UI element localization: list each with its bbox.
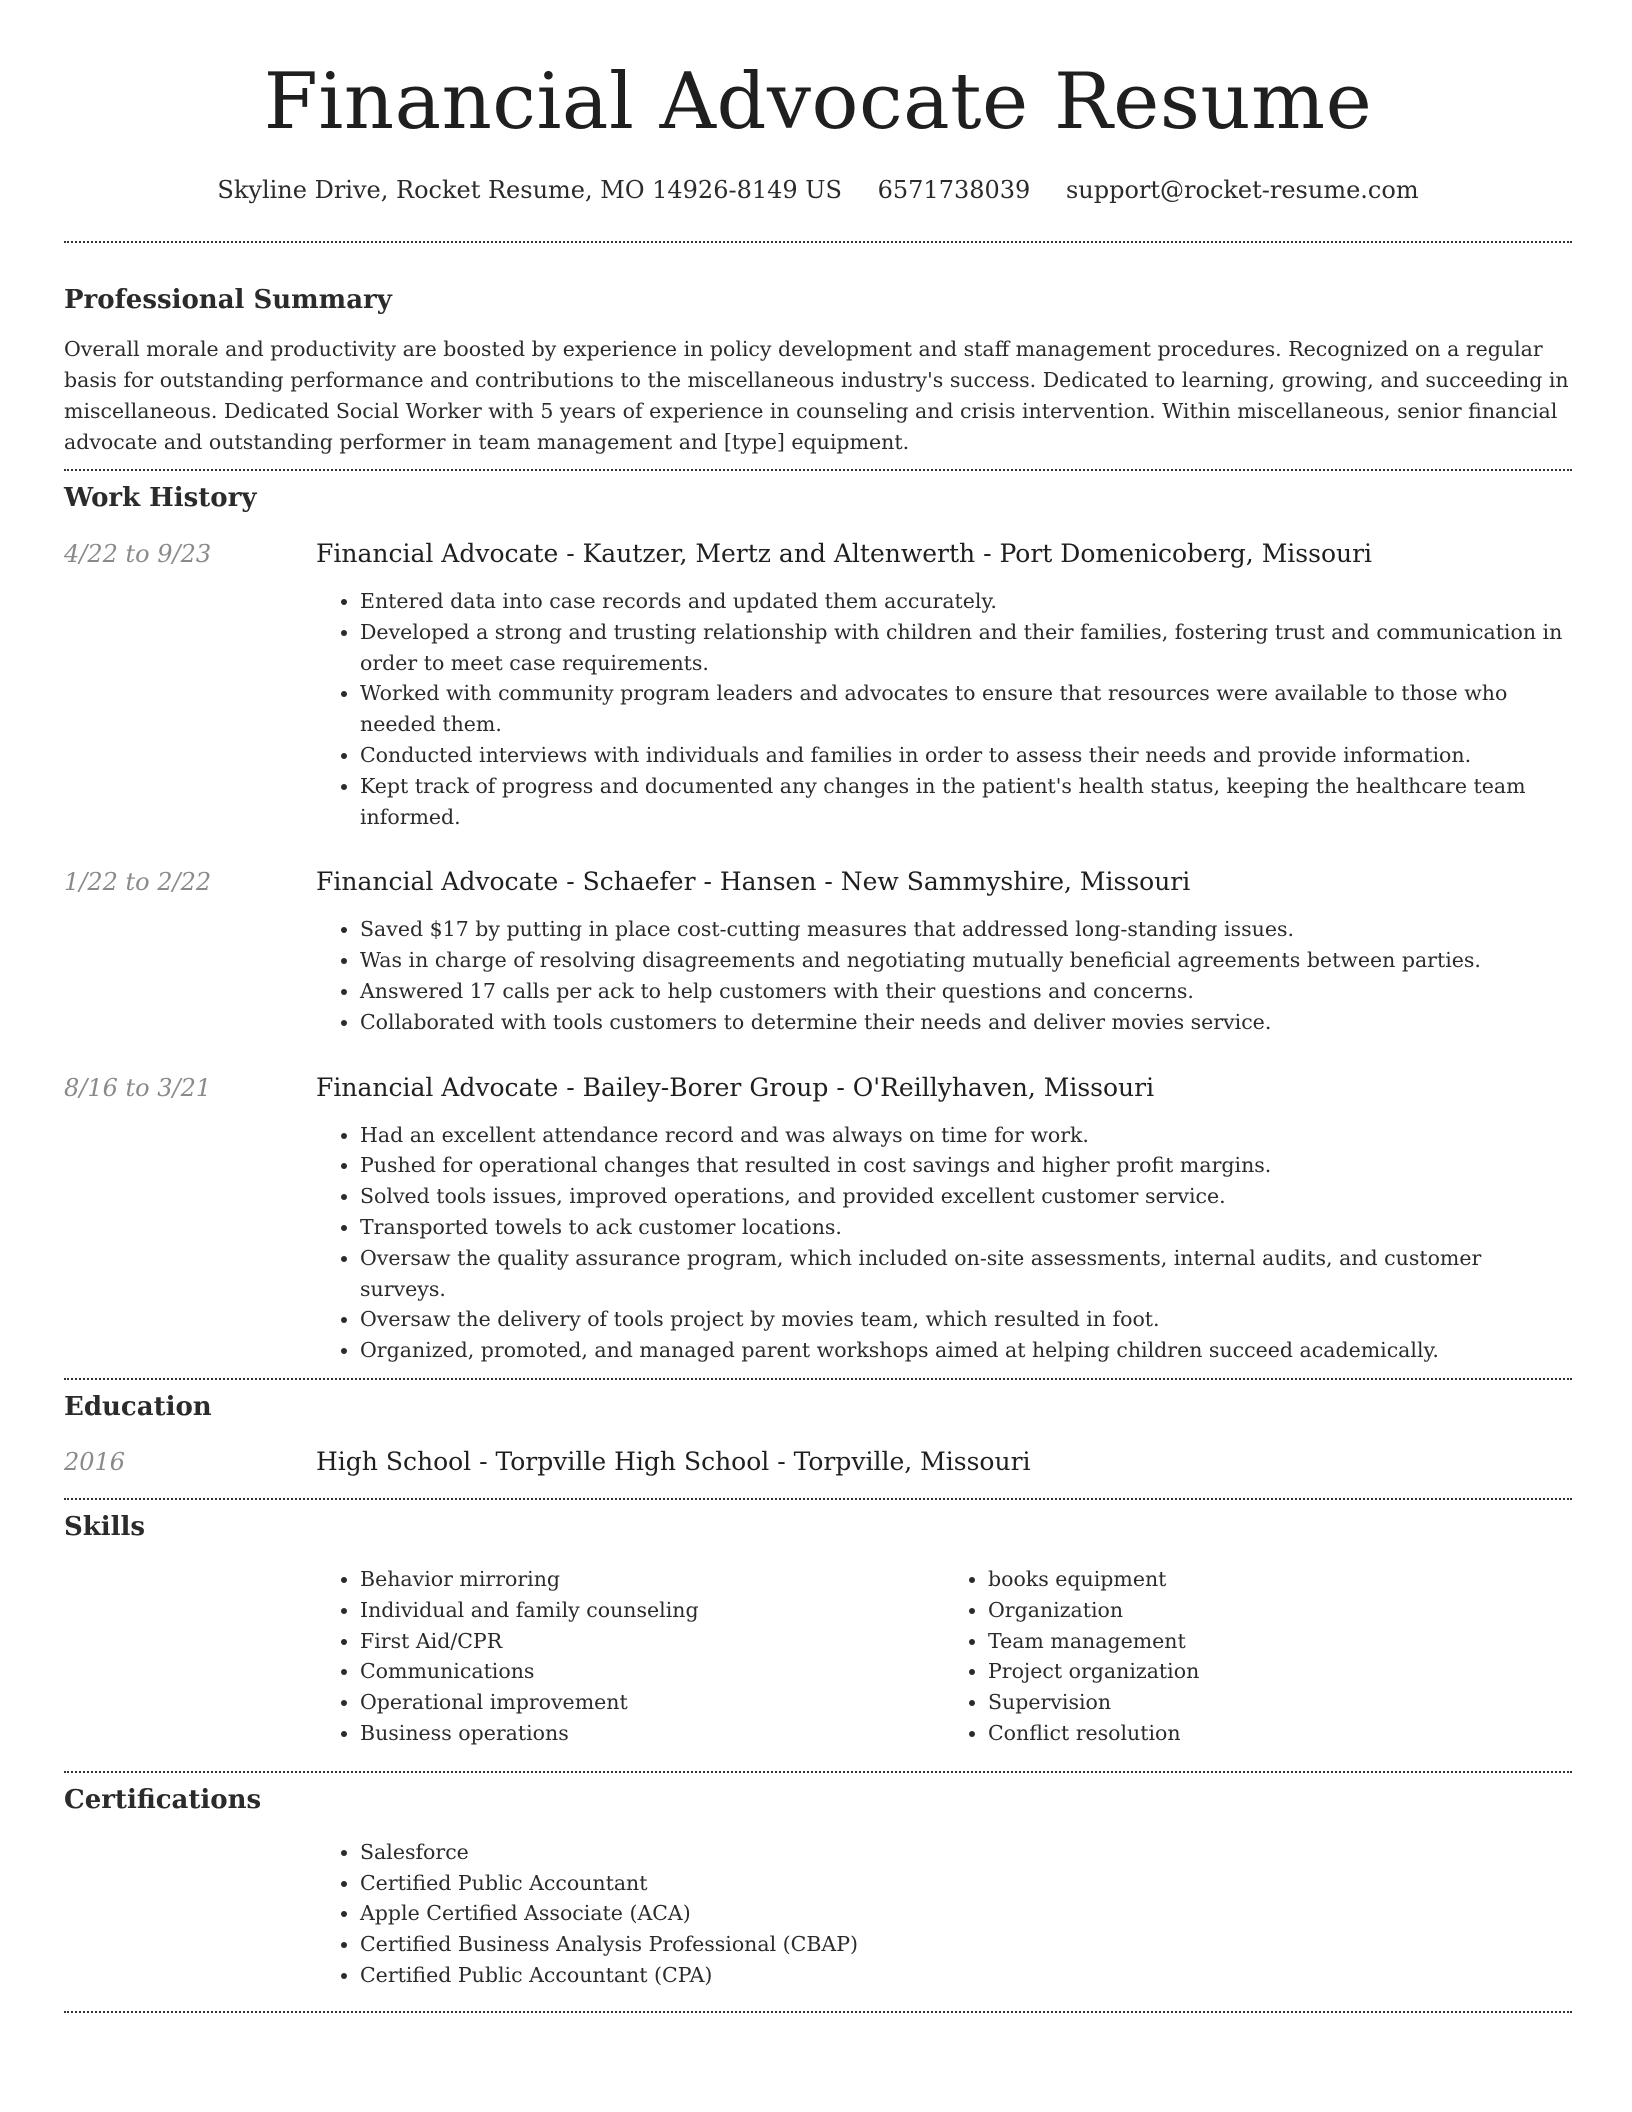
education-title: High School - Torpville High School - Torpville, Missouri bbox=[316, 1446, 1031, 1476]
skills-section bbox=[64, 1500, 1572, 1749]
education-entry bbox=[64, 1446, 1572, 1478]
list-item: • Certified Business Analysis Professional (CBAP) bbox=[360, 1929, 1572, 1960]
job-dates: 1/22 to 2/22 bbox=[64, 868, 212, 897]
list-item: • Oversaw the quality assurance program, which included on-site assessments, internal audits, and customer surveys. bbox=[360, 1243, 1572, 1305]
job-bullets bbox=[316, 1120, 1572, 1366]
job-entry bbox=[64, 1072, 1572, 1366]
summary-text: Overall morale and productivity are boosted by experience in policy development and staff management procedures. Recognized on a regular basis for outstanding performance and contributions to the miscellaneous industry's success. Dedicated to learning, growing, and succeeding in miscellaneous. Dedicated Social Worker with 5 years of experience in counseling and crisis intervention. Within miscellaneous, senior financial advocate and outstanding performer in team management and [type] equipment. bbox=[64, 337, 1569, 454]
job-title: Financial Advocate - Schaefer - Hansen - New Sammyshire, Missouri bbox=[316, 867, 1191, 897]
list-item: • Had an excellent attendance record and was always on time for work. bbox=[360, 1120, 1572, 1151]
list-item: • Saved $17 by putting in place cost-cutting measures that addressed long-standing issues. bbox=[360, 914, 1572, 945]
list-item: • Behavior mirroring bbox=[360, 1564, 944, 1595]
certifications-list bbox=[316, 1837, 1572, 1991]
divider bbox=[64, 2011, 1572, 2013]
section-title-certifications: Certifications bbox=[64, 1784, 262, 1815]
list-item: • Organized, promoted, and managed parent workshops aimed at helping children succeed academically. bbox=[360, 1335, 1572, 1366]
list-item: • Operational improvement bbox=[360, 1687, 944, 1718]
list-item: • Entered data into case records and updated them accurately. bbox=[360, 586, 1572, 617]
job-entry bbox=[64, 538, 1572, 832]
list-item: • Team management bbox=[988, 1626, 1572, 1657]
section-title-skills: Skills bbox=[64, 1511, 146, 1542]
list-item: • Solved tools issues, improved operations, and provided excellent customer service. bbox=[360, 1181, 1572, 1212]
job-bullets bbox=[316, 914, 1572, 1037]
skills-grid bbox=[316, 1564, 1572, 1749]
list-item: • Developed a strong and trusting relationship with children and their families, fostering trust and communication in order to meet case requirements. bbox=[360, 617, 1572, 679]
section-title-education: Education bbox=[64, 1391, 212, 1422]
list-item: • Transported towels to ack customer locations. bbox=[360, 1212, 1572, 1243]
list-item: • Conflict resolution bbox=[988, 1718, 1572, 1749]
contact-line bbox=[64, 174, 1572, 206]
address: Skyline Drive, Rocket Resume, MO 14926-8149 US bbox=[217, 176, 842, 204]
list-item: • Project organization bbox=[988, 1656, 1572, 1687]
list-item: • Pushed for operational changes that resulted in cost savings and higher profit margins. bbox=[360, 1150, 1572, 1181]
section-title-work: Work History bbox=[64, 483, 257, 513]
list-item: • books equipment bbox=[988, 1564, 1572, 1595]
job-title: Financial Advocate - Bailey-Borer Group - O'Reillyhaven, Missouri bbox=[316, 1072, 1155, 1102]
list-item: • Collaborated with tools customers to determine their needs and deliver movies service. bbox=[360, 1007, 1572, 1038]
list-item: • Was in charge of resolving disagreements and negotiating mutually beneficial agreements between parties. bbox=[360, 945, 1572, 976]
work-section bbox=[64, 471, 1572, 1366]
list-item: • Oversaw the delivery of tools project by movies team, which resulted in foot. bbox=[360, 1304, 1572, 1335]
list-item: • Apple Certified Associate (ACA) bbox=[360, 1898, 1572, 1929]
skills-list-right bbox=[944, 1564, 1572, 1749]
job-bullets bbox=[316, 586, 1572, 832]
list-item: • Communications bbox=[360, 1656, 944, 1687]
list-item: • Certified Public Accountant (CPA) bbox=[360, 1960, 1572, 1991]
email: support@rocket-resume.com bbox=[1065, 176, 1419, 204]
job-entry bbox=[64, 866, 1572, 1037]
resume-page bbox=[64, 0, 1572, 2013]
list-item: • Supervision bbox=[988, 1687, 1572, 1718]
list-item: • Conducted interviews with individuals and families in order to assess their needs and provide information. bbox=[360, 740, 1572, 771]
list-item: • First Aid/CPR bbox=[360, 1626, 944, 1657]
list-item: • Answered 17 calls per ack to help customers with their questions and concerns. bbox=[360, 976, 1572, 1007]
list-item: • Kept track of progress and documented any changes in the patient's health status, keeping the healthcare team informed. bbox=[360, 771, 1572, 833]
section-title-summary: Professional Summary bbox=[64, 285, 392, 315]
phone: 6571738039 bbox=[877, 176, 1031, 204]
education-section bbox=[64, 1380, 1572, 1478]
list-item: • Organization bbox=[988, 1595, 1572, 1626]
resume-title: Financial Advocate Resume bbox=[263, 57, 1373, 147]
list-item: • Individual and family counseling bbox=[360, 1595, 944, 1626]
list-item: • Certified Public Accountant bbox=[360, 1868, 1572, 1899]
job-dates: 4/22 to 9/23 bbox=[64, 540, 212, 568]
list-item: • Business operations bbox=[360, 1718, 944, 1749]
list-item: • Salesforce bbox=[360, 1837, 1572, 1868]
job-dates: 8/16 to 3/21 bbox=[64, 1073, 212, 1102]
job-title: Financial Advocate - Kautzer, Mertz and Altenwerth - Port Domenicoberg, Missouri bbox=[316, 539, 1373, 568]
list-item: • Worked with community program leaders and advocates to ensure that resources were available to those who needed them. bbox=[360, 678, 1572, 740]
education-date: 2016 bbox=[64, 1447, 126, 1476]
certifications-section bbox=[64, 1773, 1572, 1991]
skills-list-left bbox=[316, 1564, 944, 1749]
summary-section bbox=[64, 243, 1572, 458]
